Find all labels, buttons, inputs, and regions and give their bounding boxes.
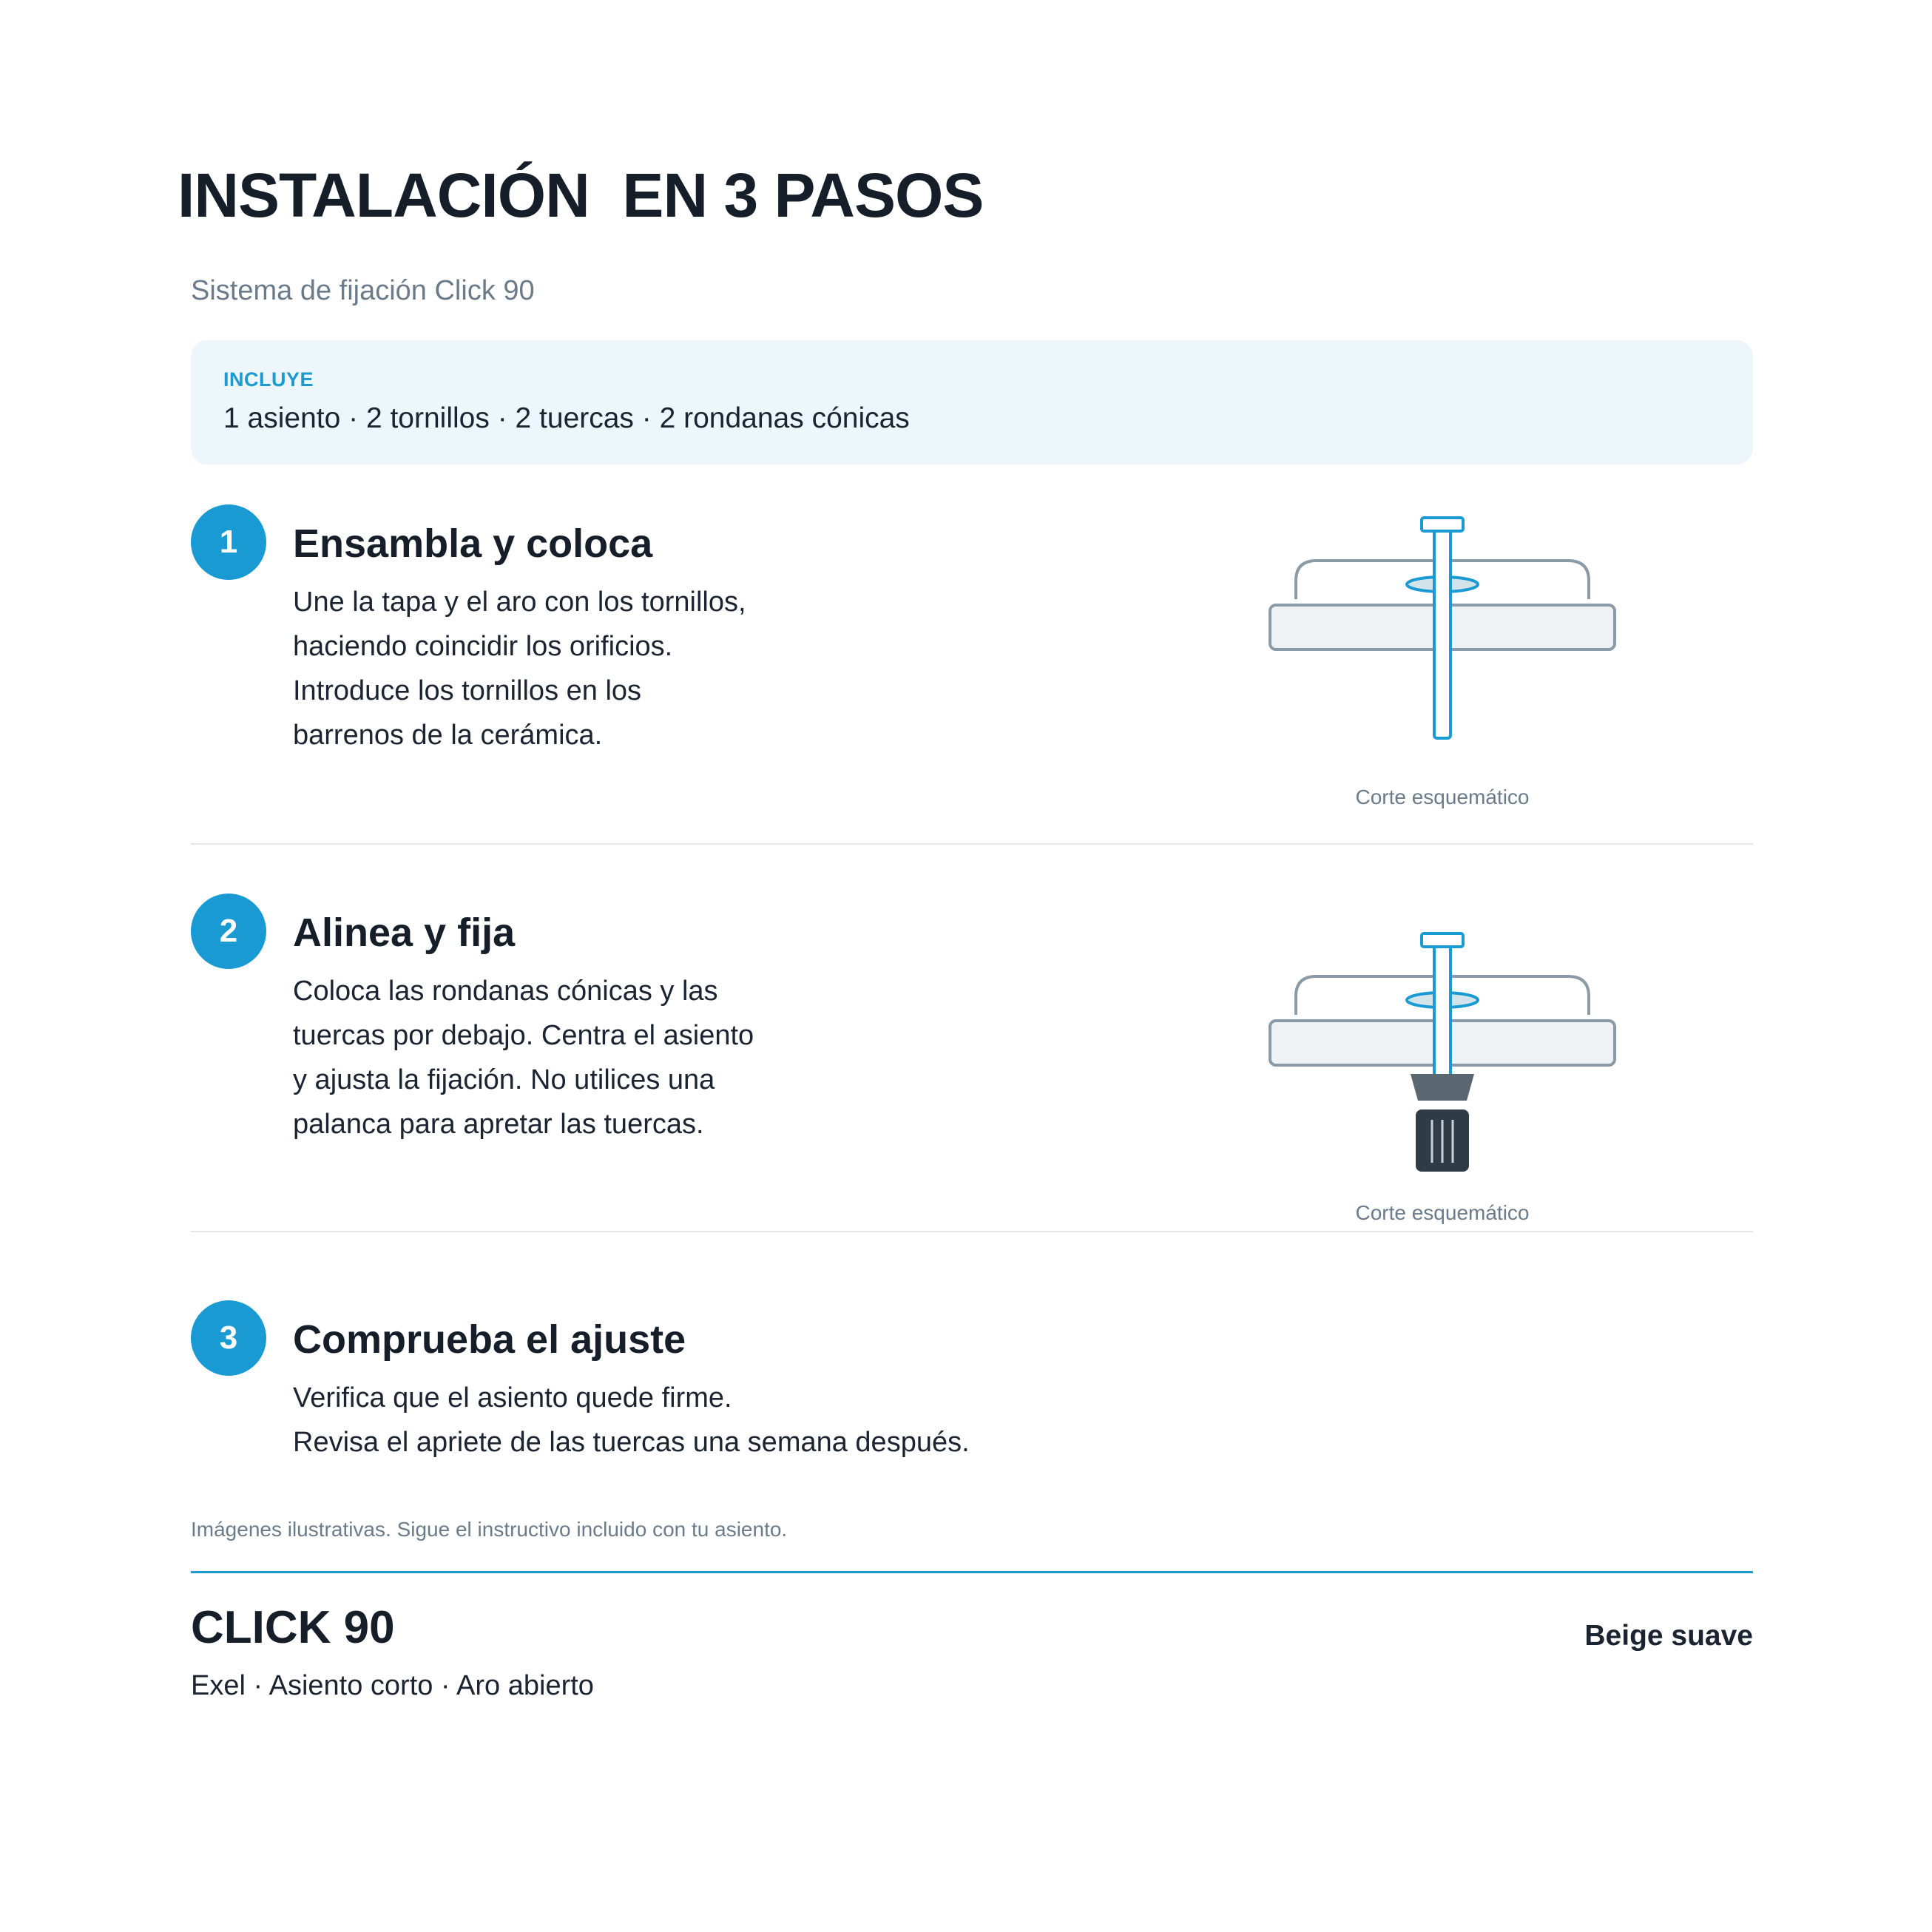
includes-label: INCLUYE xyxy=(223,368,314,391)
step-description xyxy=(293,1376,970,1465)
step-title: Comprueba el ajuste xyxy=(293,1317,686,1362)
step-description-line: barrenos de la cerámica. xyxy=(293,720,603,751)
footer-divider xyxy=(191,1571,1753,1573)
step-description-line: y ajusta la fijación. No utilices una xyxy=(293,1064,715,1095)
divider xyxy=(191,843,1753,845)
includes-panel xyxy=(191,340,1753,465)
fixing-diagram-icon xyxy=(1257,926,1627,1178)
product-color: Beige suave xyxy=(1584,1620,1753,1652)
step-title: Ensambla y coloca xyxy=(293,521,653,566)
step-number-badge: 2 xyxy=(191,894,266,969)
product-name: CLICK 90 xyxy=(191,1602,395,1653)
step-description xyxy=(293,969,754,1146)
step-description-line: Une la tapa y el aro con los tornillos, xyxy=(293,587,746,618)
step-description-line: tuercas por debajo. Centra el asiento xyxy=(293,1020,754,1051)
diagram-caption: Corte esquemático xyxy=(1355,786,1530,808)
step-description-line: palanca para apretar las tuercas. xyxy=(293,1109,704,1140)
step-title: Alinea y fija xyxy=(293,911,516,955)
product-details: Exel · Asiento corto · Aro abierto xyxy=(191,1670,594,1701)
step-3 xyxy=(191,1300,1753,1478)
step-number-badge: 1 xyxy=(191,504,266,580)
step-description-line: Coloca las rondanas cónicas y las xyxy=(293,976,718,1007)
step-description-line: haciendo coincidir los orificios. xyxy=(293,631,673,662)
step-description-line: Revisa el apriete de las tuercas una semana después. xyxy=(293,1427,970,1458)
step-number-badge: 3 xyxy=(191,1300,266,1376)
step-description xyxy=(293,580,746,757)
includes-items: 1 asiento · 2 tornillos · 2 tuercas · 2 rondanas cónicas xyxy=(223,402,910,434)
step-description-line: Introduce los tornillos en los xyxy=(293,675,642,706)
divider xyxy=(191,1231,1753,1232)
disclaimer: Imágenes ilustrativas. Sigue el instructivo incluido con tu asiento. xyxy=(191,1518,788,1541)
step-description-line: Verifica que el asiento quede firme. xyxy=(293,1382,732,1413)
page-title: INSTALACIÓN EN 3 PASOS xyxy=(178,161,984,230)
assembly-diagram-icon xyxy=(1257,510,1627,747)
page-subtitle: Sistema de fijación Click 90 xyxy=(191,275,535,306)
diagram-caption: Corte esquemático xyxy=(1355,1201,1530,1224)
